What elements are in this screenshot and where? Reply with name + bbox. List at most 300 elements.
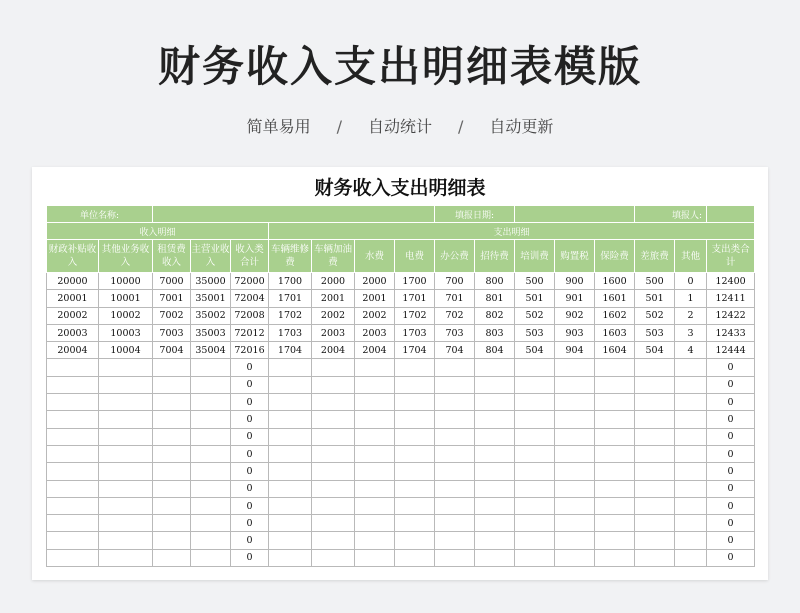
- table-cell[interactable]: [355, 445, 395, 462]
- table-cell[interactable]: [595, 463, 635, 480]
- table-cell[interactable]: [515, 428, 555, 445]
- table-cell[interactable]: [475, 359, 515, 376]
- table-cell[interactable]: [47, 463, 99, 480]
- table-cell[interactable]: [99, 376, 153, 393]
- table-cell[interactable]: [269, 532, 312, 549]
- table-cell[interactable]: [515, 463, 555, 480]
- table-cell[interactable]: 7004: [153, 342, 191, 359]
- table-cell[interactable]: [635, 394, 675, 411]
- table-cell[interactable]: 501: [515, 290, 555, 307]
- table-cell[interactable]: [269, 428, 312, 445]
- table-cell[interactable]: [47, 480, 99, 497]
- table-cell[interactable]: [269, 497, 312, 514]
- table-cell[interactable]: 0: [707, 515, 755, 532]
- table-cell[interactable]: [435, 515, 475, 532]
- table-cell[interactable]: [312, 428, 355, 445]
- table-cell[interactable]: 0: [707, 480, 755, 497]
- table-cell[interactable]: [47, 359, 99, 376]
- table-cell[interactable]: [555, 497, 595, 514]
- table-cell[interactable]: [555, 445, 595, 462]
- table-cell[interactable]: 2003: [355, 324, 395, 341]
- table-cell[interactable]: [312, 497, 355, 514]
- table-cell[interactable]: [47, 428, 99, 445]
- table-cell[interactable]: [675, 532, 707, 549]
- table-cell[interactable]: [269, 376, 312, 393]
- table-cell[interactable]: [435, 359, 475, 376]
- table-cell[interactable]: [675, 359, 707, 376]
- table-cell[interactable]: [395, 480, 435, 497]
- table-cell[interactable]: 0: [231, 359, 269, 376]
- table-cell[interactable]: 0: [231, 515, 269, 532]
- table-cell[interactable]: [555, 463, 595, 480]
- table-cell[interactable]: 2000: [355, 273, 395, 290]
- table-cell[interactable]: [435, 428, 475, 445]
- table-cell[interactable]: 904: [555, 342, 595, 359]
- table-cell[interactable]: [269, 394, 312, 411]
- table-cell[interactable]: [555, 411, 595, 428]
- table-cell[interactable]: [675, 480, 707, 497]
- table-cell[interactable]: 35003: [191, 324, 231, 341]
- table-cell[interactable]: [595, 411, 635, 428]
- table-cell[interactable]: 0: [707, 532, 755, 549]
- table-cell[interactable]: [153, 497, 191, 514]
- table-cell[interactable]: 10004: [99, 342, 153, 359]
- table-cell[interactable]: 503: [515, 324, 555, 341]
- table-cell[interactable]: [475, 376, 515, 393]
- table-cell[interactable]: 0: [707, 497, 755, 514]
- table-cell[interactable]: [595, 480, 635, 497]
- table-cell[interactable]: [312, 445, 355, 462]
- table-cell[interactable]: [269, 411, 312, 428]
- table-cell[interactable]: [555, 480, 595, 497]
- table-cell[interactable]: 701: [435, 290, 475, 307]
- table-cell[interactable]: [435, 445, 475, 462]
- table-cell[interactable]: [47, 497, 99, 514]
- table-cell[interactable]: [435, 411, 475, 428]
- table-cell[interactable]: [515, 376, 555, 393]
- table-cell[interactable]: [191, 428, 231, 445]
- table-cell[interactable]: 2001: [355, 290, 395, 307]
- table-cell[interactable]: [99, 549, 153, 566]
- table-row: [47, 342, 755, 359]
- table-cell[interactable]: [635, 497, 675, 514]
- table-cell[interactable]: [312, 549, 355, 566]
- table-cell[interactable]: 4: [675, 342, 707, 359]
- table-cell[interactable]: [515, 549, 555, 566]
- table-cell[interactable]: 803: [475, 324, 515, 341]
- table-cell[interactable]: 0: [707, 376, 755, 393]
- table-cell[interactable]: 504: [635, 342, 675, 359]
- table-cell[interactable]: [395, 376, 435, 393]
- table-cell[interactable]: [312, 394, 355, 411]
- table-cell[interactable]: [475, 497, 515, 514]
- table-cell[interactable]: 1703: [269, 324, 312, 341]
- table-cell[interactable]: 1603: [595, 324, 635, 341]
- table-cell[interactable]: 0: [231, 480, 269, 497]
- table-cell[interactable]: 72012: [231, 324, 269, 341]
- ledger-table: [46, 205, 755, 567]
- reporter-value[interactable]: [707, 206, 755, 223]
- table-cell[interactable]: [99, 480, 153, 497]
- table-cell[interactable]: [475, 394, 515, 411]
- table-cell[interactable]: 0: [231, 463, 269, 480]
- table-cell[interactable]: 0: [231, 445, 269, 462]
- table-cell[interactable]: [153, 549, 191, 566]
- table-cell[interactable]: 0: [707, 463, 755, 480]
- table-cell[interactable]: [595, 515, 635, 532]
- table-cell[interactable]: 2002: [355, 307, 395, 324]
- table-cell[interactable]: 2003: [312, 324, 355, 341]
- table-cell[interactable]: 2001: [312, 290, 355, 307]
- table-cell[interactable]: [99, 497, 153, 514]
- table-cell[interactable]: [395, 394, 435, 411]
- table-cell[interactable]: 0: [675, 273, 707, 290]
- table-cell[interactable]: 502: [515, 307, 555, 324]
- table-cell[interactable]: 10001: [99, 290, 153, 307]
- table-cell[interactable]: [355, 480, 395, 497]
- table-cell[interactable]: [675, 411, 707, 428]
- table-cell[interactable]: [191, 445, 231, 462]
- table-cell[interactable]: [435, 480, 475, 497]
- table-cell[interactable]: [47, 376, 99, 393]
- table-cell[interactable]: [47, 515, 99, 532]
- table-cell[interactable]: [635, 515, 675, 532]
- column-header: 收入类合计: [231, 240, 269, 273]
- table-cell[interactable]: [153, 376, 191, 393]
- table-cell[interactable]: 1702: [269, 307, 312, 324]
- table-cell[interactable]: 504: [515, 342, 555, 359]
- table-cell[interactable]: [269, 515, 312, 532]
- table-cell[interactable]: [515, 445, 555, 462]
- table-cell[interactable]: [515, 532, 555, 549]
- table-row: [47, 376, 755, 393]
- table-cell[interactable]: 0: [231, 376, 269, 393]
- column-header: 水费: [355, 240, 395, 273]
- table-cell[interactable]: [635, 445, 675, 462]
- table-cell[interactable]: 0: [707, 394, 755, 411]
- table-cell[interactable]: [269, 463, 312, 480]
- table-cell[interactable]: 0: [231, 497, 269, 514]
- table-cell[interactable]: [595, 445, 635, 462]
- table-cell[interactable]: [269, 445, 312, 462]
- table-cell[interactable]: [435, 394, 475, 411]
- table-cell[interactable]: [153, 532, 191, 549]
- table-cell[interactable]: [312, 515, 355, 532]
- table-cell[interactable]: 502: [635, 307, 675, 324]
- table-cell[interactable]: [99, 515, 153, 532]
- table-cell[interactable]: [515, 480, 555, 497]
- table-cell[interactable]: 0: [707, 428, 755, 445]
- table-cell[interactable]: [555, 428, 595, 445]
- table-cell[interactable]: 903: [555, 324, 595, 341]
- table-cell[interactable]: 12422: [707, 307, 755, 324]
- table-cell[interactable]: 801: [475, 290, 515, 307]
- table-cell[interactable]: 703: [435, 324, 475, 341]
- table-cell[interactable]: 1703: [395, 324, 435, 341]
- table-cell[interactable]: 20000: [47, 273, 99, 290]
- table-cell[interactable]: [635, 549, 675, 566]
- table-cell[interactable]: [355, 359, 395, 376]
- reporter-label: 填报人:: [635, 206, 707, 223]
- table-cell[interactable]: 72016: [231, 342, 269, 359]
- table-cell[interactable]: [312, 480, 355, 497]
- table-cell[interactable]: [99, 428, 153, 445]
- table-cell[interactable]: [153, 411, 191, 428]
- table-cell[interactable]: 1604: [595, 342, 635, 359]
- table-cell[interactable]: [515, 497, 555, 514]
- unit-name-value[interactable]: [153, 206, 435, 223]
- table-cell[interactable]: 12400: [707, 273, 755, 290]
- report-date-value[interactable]: [515, 206, 635, 223]
- table-cell[interactable]: [515, 411, 555, 428]
- table-cell[interactable]: [153, 445, 191, 462]
- table-cell[interactable]: [191, 480, 231, 497]
- table-cell[interactable]: [153, 428, 191, 445]
- table-cell[interactable]: 20002: [47, 307, 99, 324]
- table-cell[interactable]: [99, 411, 153, 428]
- table-cell[interactable]: 1704: [395, 342, 435, 359]
- table-cell[interactable]: [475, 515, 515, 532]
- table-cell[interactable]: [435, 376, 475, 393]
- table-cell[interactable]: 35004: [191, 342, 231, 359]
- table-cell[interactable]: [395, 532, 435, 549]
- column-header: 保险费: [595, 240, 635, 273]
- table-cell[interactable]: [595, 359, 635, 376]
- table-cell[interactable]: [355, 411, 395, 428]
- table-cell[interactable]: [191, 376, 231, 393]
- table-cell[interactable]: 0: [231, 428, 269, 445]
- table-cell[interactable]: 500: [515, 273, 555, 290]
- table-cell[interactable]: [475, 411, 515, 428]
- table-cell[interactable]: 1702: [395, 307, 435, 324]
- table-cell[interactable]: 0: [707, 411, 755, 428]
- table-cell[interactable]: 2002: [312, 307, 355, 324]
- table-cell[interactable]: 7000: [153, 273, 191, 290]
- table-cell[interactable]: [555, 515, 595, 532]
- table-cell[interactable]: [675, 445, 707, 462]
- table-cell[interactable]: 2004: [312, 342, 355, 359]
- table-cell[interactable]: [269, 480, 312, 497]
- table-cell[interactable]: [47, 394, 99, 411]
- table-cell[interactable]: [515, 359, 555, 376]
- table-cell[interactable]: 0: [231, 532, 269, 549]
- table-cell[interactable]: [99, 445, 153, 462]
- table-cell[interactable]: 501: [635, 290, 675, 307]
- table-cell[interactable]: 2004: [355, 342, 395, 359]
- table-cell[interactable]: 35002: [191, 307, 231, 324]
- table-cell[interactable]: [555, 359, 595, 376]
- table-cell[interactable]: [555, 549, 595, 566]
- table-cell[interactable]: [675, 515, 707, 532]
- table-cell[interactable]: [595, 549, 635, 566]
- table-cell[interactable]: [153, 515, 191, 532]
- table-cell[interactable]: [475, 463, 515, 480]
- table-cell[interactable]: 1700: [395, 273, 435, 290]
- table-cell[interactable]: [435, 463, 475, 480]
- table-cell[interactable]: [475, 549, 515, 566]
- table-cell[interactable]: [555, 532, 595, 549]
- table-cell[interactable]: 0: [231, 394, 269, 411]
- table-cell[interactable]: [675, 428, 707, 445]
- table-cell[interactable]: [355, 428, 395, 445]
- table-cell[interactable]: 72008: [231, 307, 269, 324]
- table-cell[interactable]: [153, 394, 191, 411]
- table-cell[interactable]: 12411: [707, 290, 755, 307]
- table-cell[interactable]: 1701: [269, 290, 312, 307]
- table-cell[interactable]: 0: [707, 549, 755, 566]
- table-cell[interactable]: 1704: [269, 342, 312, 359]
- table-cell[interactable]: [191, 532, 231, 549]
- table-cell[interactable]: [435, 532, 475, 549]
- column-header: 差旅费: [635, 240, 675, 273]
- table-cell[interactable]: 902: [555, 307, 595, 324]
- table-cell[interactable]: 72000: [231, 273, 269, 290]
- table-cell[interactable]: [395, 515, 435, 532]
- table-cell[interactable]: [47, 445, 99, 462]
- table-cell[interactable]: [312, 463, 355, 480]
- table-cell[interactable]: [515, 515, 555, 532]
- table-cell[interactable]: [153, 463, 191, 480]
- table-cell[interactable]: 900: [555, 273, 595, 290]
- table-cell[interactable]: 503: [635, 324, 675, 341]
- table-cell[interactable]: [635, 480, 675, 497]
- table-cell[interactable]: [635, 376, 675, 393]
- table-cell[interactable]: [99, 359, 153, 376]
- table-cell[interactable]: [435, 497, 475, 514]
- table-cell[interactable]: [355, 463, 395, 480]
- table-cell[interactable]: [191, 497, 231, 514]
- table-cell[interactable]: 2000: [312, 273, 355, 290]
- table-cell[interactable]: 35001: [191, 290, 231, 307]
- table-cell[interactable]: 10003: [99, 324, 153, 341]
- table-cell[interactable]: [595, 497, 635, 514]
- table-cell[interactable]: [355, 549, 395, 566]
- table-cell[interactable]: [191, 411, 231, 428]
- table-cell[interactable]: 800: [475, 273, 515, 290]
- table-cell[interactable]: [595, 394, 635, 411]
- table-cell[interactable]: [555, 376, 595, 393]
- table-cell[interactable]: 500: [635, 273, 675, 290]
- table-cell[interactable]: [191, 394, 231, 411]
- table-cell[interactable]: [395, 428, 435, 445]
- table-cell[interactable]: 35000: [191, 273, 231, 290]
- table-cell[interactable]: [99, 532, 153, 549]
- table-cell[interactable]: 3: [675, 324, 707, 341]
- table-cell[interactable]: [395, 359, 435, 376]
- table-cell[interactable]: [475, 532, 515, 549]
- table-cell[interactable]: [675, 549, 707, 566]
- table-cell[interactable]: 804: [475, 342, 515, 359]
- table-cell[interactable]: [269, 359, 312, 376]
- table-cell[interactable]: [515, 394, 555, 411]
- table-cell[interactable]: 20003: [47, 324, 99, 341]
- table-cell[interactable]: 72004: [231, 290, 269, 307]
- table-cell[interactable]: [47, 411, 99, 428]
- table-cell[interactable]: [355, 376, 395, 393]
- table-cell[interactable]: [153, 359, 191, 376]
- table-cell[interactable]: [191, 515, 231, 532]
- table-cell[interactable]: 0: [707, 359, 755, 376]
- table-cell[interactable]: 10002: [99, 307, 153, 324]
- table-cell[interactable]: [635, 428, 675, 445]
- table-cell[interactable]: 901: [555, 290, 595, 307]
- table-cell[interactable]: 7002: [153, 307, 191, 324]
- table-cell[interactable]: 0: [231, 549, 269, 566]
- table-cell[interactable]: [675, 497, 707, 514]
- table-cell[interactable]: [153, 480, 191, 497]
- table-cell[interactable]: [269, 549, 312, 566]
- table-cell[interactable]: [595, 376, 635, 393]
- table-cell[interactable]: [395, 463, 435, 480]
- table-cell[interactable]: 0: [707, 445, 755, 462]
- table-cell[interactable]: 0: [231, 411, 269, 428]
- table-cell[interactable]: [675, 376, 707, 393]
- table-cell[interactable]: 12433: [707, 324, 755, 341]
- table-cell[interactable]: [191, 359, 231, 376]
- table-cell[interactable]: 702: [435, 307, 475, 324]
- table-cell[interactable]: 10000: [99, 273, 153, 290]
- table-cell[interactable]: 7003: [153, 324, 191, 341]
- table-cell[interactable]: [635, 463, 675, 480]
- table-cell[interactable]: 20004: [47, 342, 99, 359]
- table-cell[interactable]: [635, 359, 675, 376]
- table-cell[interactable]: 1602: [595, 307, 635, 324]
- table-cell[interactable]: [475, 480, 515, 497]
- table-cell[interactable]: [191, 463, 231, 480]
- table-cell[interactable]: [355, 394, 395, 411]
- table-cell[interactable]: [475, 428, 515, 445]
- table-cell[interactable]: 700: [435, 273, 475, 290]
- table-cell[interactable]: 2: [675, 307, 707, 324]
- table-cell[interactable]: [312, 532, 355, 549]
- table-cell[interactable]: [355, 515, 395, 532]
- table-cell[interactable]: [395, 445, 435, 462]
- table-cell[interactable]: [312, 411, 355, 428]
- table-cell[interactable]: [395, 549, 435, 566]
- table-cell[interactable]: [555, 394, 595, 411]
- table-cell[interactable]: 1601: [595, 290, 635, 307]
- table-cell[interactable]: [99, 394, 153, 411]
- table-cell[interactable]: [355, 532, 395, 549]
- table-cell[interactable]: 1700: [269, 273, 312, 290]
- table-cell[interactable]: 1600: [595, 273, 635, 290]
- table-cell[interactable]: [312, 359, 355, 376]
- table-cell[interactable]: 20001: [47, 290, 99, 307]
- table-cell[interactable]: [595, 532, 635, 549]
- table-cell[interactable]: [595, 428, 635, 445]
- table-cell[interactable]: [99, 463, 153, 480]
- table-cell[interactable]: [355, 497, 395, 514]
- table-cell[interactable]: [395, 497, 435, 514]
- table-cell[interactable]: 12444: [707, 342, 755, 359]
- table-cell[interactable]: [312, 376, 355, 393]
- table-cell[interactable]: [675, 394, 707, 411]
- table-cell[interactable]: [435, 549, 475, 566]
- table-cell[interactable]: [635, 532, 675, 549]
- table-cell[interactable]: 1701: [395, 290, 435, 307]
- table-cell[interactable]: [191, 549, 231, 566]
- table-cell[interactable]: 802: [475, 307, 515, 324]
- table-cell[interactable]: 704: [435, 342, 475, 359]
- table-cell[interactable]: [47, 549, 99, 566]
- table-cell[interactable]: [47, 532, 99, 549]
- table-cell[interactable]: [635, 411, 675, 428]
- table-cell[interactable]: [475, 445, 515, 462]
- table-cell[interactable]: 7001: [153, 290, 191, 307]
- table-cell[interactable]: [395, 411, 435, 428]
- table-cell[interactable]: 1: [675, 290, 707, 307]
- table-cell[interactable]: [675, 463, 707, 480]
